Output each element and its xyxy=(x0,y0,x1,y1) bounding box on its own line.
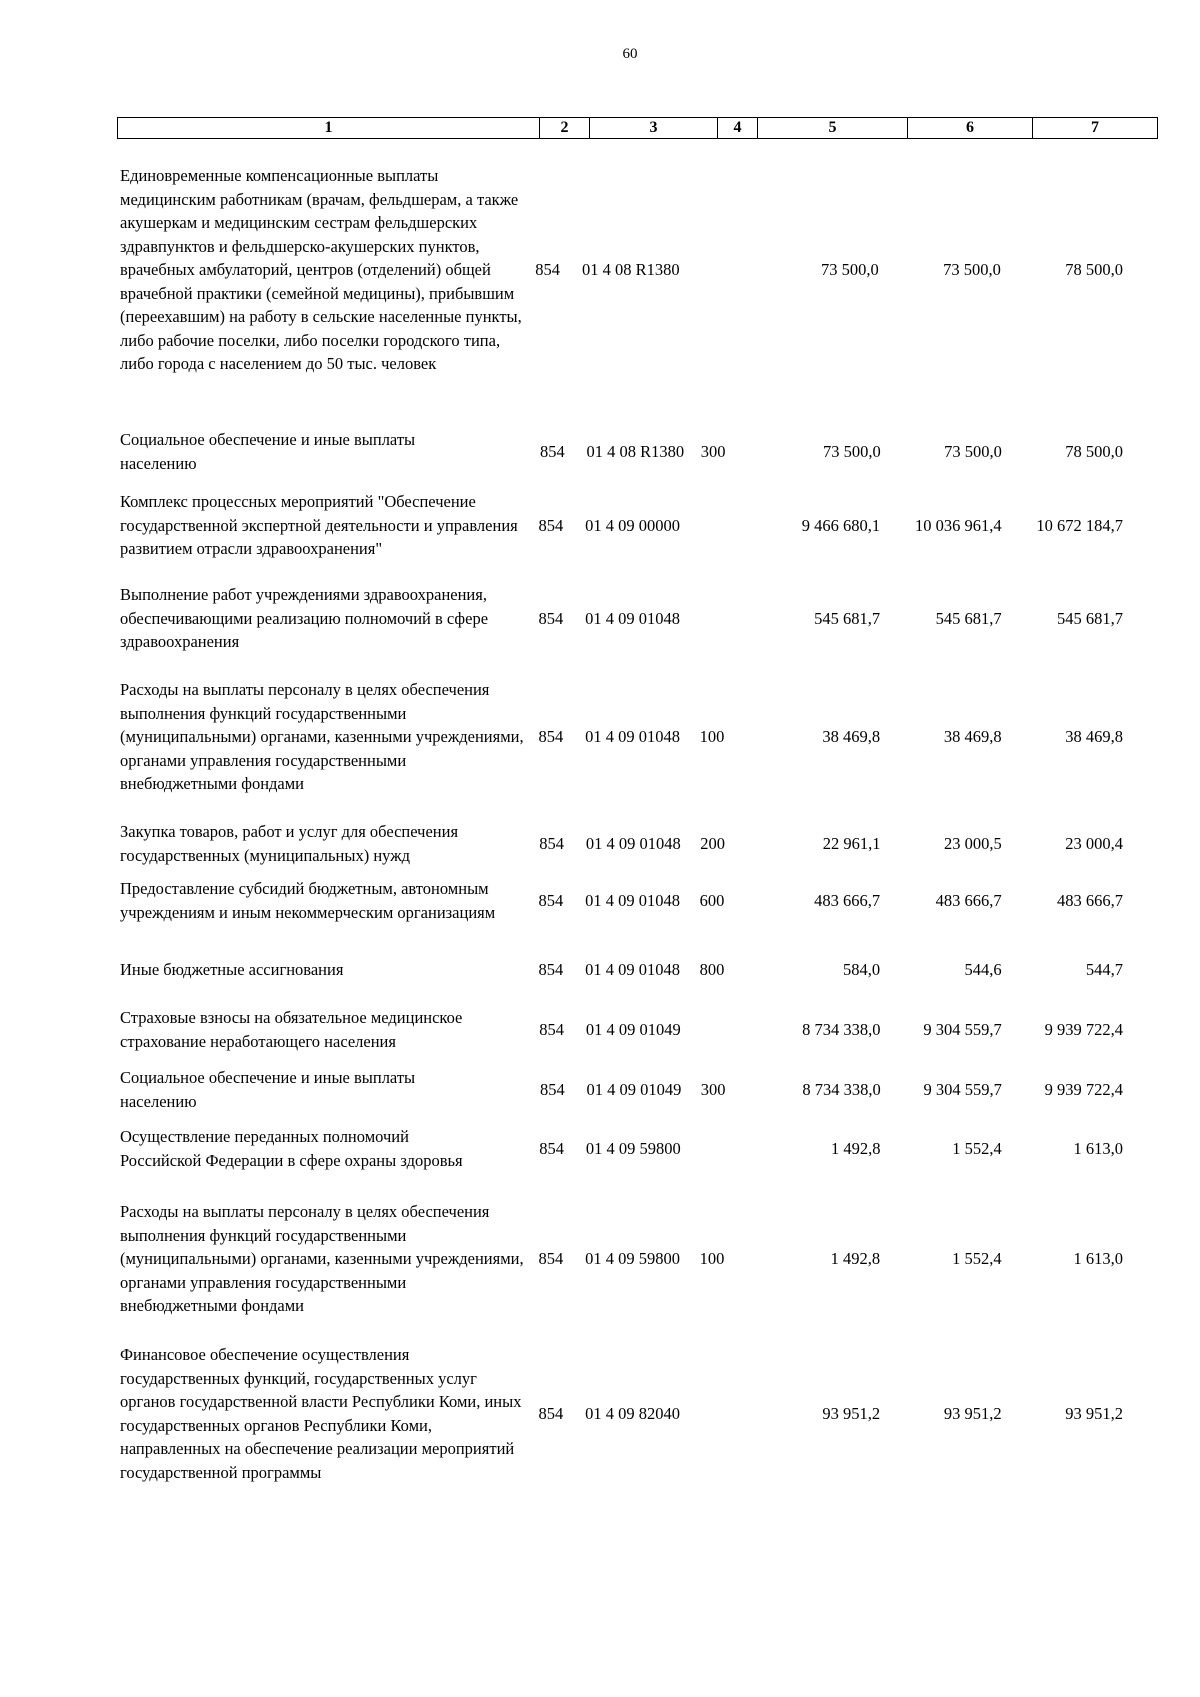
row-value-6: 545 681,7 xyxy=(935,608,1002,628)
row-description: Расходы на выплаты персоналу в целях обеспечения выполнения функций государственными (муниципальными) органами, казенными учреждениями, органами управления государственными внебюджетными фондами xyxy=(120,1202,524,1315)
row-grbs: 854 xyxy=(539,1019,564,1039)
row-value-6: 38 469,8 xyxy=(943,727,1002,746)
row-value-7: 9 939 722,4 xyxy=(1044,1079,1123,1099)
row-value-6: 1 552,4 xyxy=(952,1138,1002,1158)
row-grbs: 854 xyxy=(538,890,564,910)
row-value-6: 93 951,2 xyxy=(943,1403,1002,1423)
row-vr: 200 xyxy=(700,833,725,853)
row-value-6: 1 552,4 xyxy=(952,1249,1002,1268)
row-csr: 01 4 09 01048 xyxy=(585,890,680,910)
row-value-7: 483 666,7 xyxy=(1056,890,1123,910)
column-header-5: 5 xyxy=(758,118,908,139)
row-csr: 01 4 09 82040 xyxy=(585,1403,680,1423)
row-vr: 100 xyxy=(699,727,725,746)
column-header-1: 1 xyxy=(118,118,540,139)
column-header-table xyxy=(117,117,1158,139)
row-description: Предоставление субсидий бюджетным, автономным учреждениям и иным некоммерческим организациям xyxy=(120,879,496,922)
row-grbs: 854 xyxy=(538,608,564,628)
row-csr: 01 4 09 59800 xyxy=(585,1138,681,1158)
row-value-7: 1 613,0 xyxy=(1073,1249,1123,1268)
table-row xyxy=(117,877,1127,924)
table-row xyxy=(117,164,1127,376)
row-vr: 300 xyxy=(700,441,726,461)
row-value-6: 544,6 xyxy=(964,960,1002,979)
column-header-row xyxy=(118,118,1158,139)
row-value-7: 9 939 722,4 xyxy=(1044,1019,1123,1039)
row-value-7: 38 469,8 xyxy=(1065,727,1123,746)
table-row xyxy=(117,820,1127,867)
row-value-6: 9 304 559,7 xyxy=(923,1079,1002,1099)
row-value-7: 78 500,0 xyxy=(1065,441,1123,461)
row-description: Единовременные компенсационные выплаты медицинским работникам (врачам, фельдшерам, а также акушеркам и медицинским сестрам фельдшерских здравпунктов и фельдшерско-акушерских пунктов, врачебных амбулаторий, центров (отделений) общей врачебной практики (семейной медицины), прибывшим (переехавшим) на работу в сельские населенные пункты, либо рабочие поселки, либо поселки городского типа, либо города с населением до 50 тыс. человек xyxy=(120,166,522,373)
table-row xyxy=(117,958,1127,982)
row-grbs: 854 xyxy=(538,960,564,979)
row-csr: 01 4 08 R1380 xyxy=(581,260,680,279)
row-value-5: 93 951,2 xyxy=(822,1403,881,1423)
row-description: Закупка товаров, работ и услуг для обеспечения государственных (муниципальных) нужд xyxy=(120,822,459,865)
row-vr: 300 xyxy=(700,1079,726,1099)
row-csr: 01 4 09 01048 xyxy=(585,608,680,628)
row-value-6: 73 500,0 xyxy=(944,441,1002,461)
row-vr: 800 xyxy=(699,960,725,979)
row-grbs: 854 xyxy=(539,1079,565,1099)
row-csr: 01 4 09 59800 xyxy=(585,1249,680,1268)
row-description: Выполнение работ учреждениями здравоохранения, обеспечивающими реализацию полномочий в сфере здравоохранения xyxy=(120,585,489,651)
row-value-6: 483 666,7 xyxy=(935,890,1002,910)
column-header-2: 2 xyxy=(540,118,590,139)
row-value-5: 38 469,8 xyxy=(822,727,881,746)
row-value-7: 545 681,7 xyxy=(1056,608,1123,628)
row-value-5: 545 681,7 xyxy=(814,608,881,628)
row-value-5: 73 500,0 xyxy=(823,441,881,461)
row-value-7: 544,7 xyxy=(1085,960,1123,979)
row-value-6: 9 304 559,7 xyxy=(923,1019,1002,1039)
row-description: Осуществление переданных полномочий Российской Федерации в сфере охраны здоровья xyxy=(120,1127,463,1170)
row-value-7: 93 951,2 xyxy=(1065,1403,1123,1423)
column-header-7: 7 xyxy=(1033,118,1158,139)
row-description: Иные бюджетные ассигнования xyxy=(120,960,344,979)
row-value-5: 22 961,1 xyxy=(822,833,881,853)
row-grbs: 854 xyxy=(538,727,564,746)
column-header-4: 4 xyxy=(718,118,758,139)
row-vr: 600 xyxy=(699,890,725,910)
row-description: Финансовое обеспечение осуществления государственных функций, государственных услуг органов государственной власти Республики Коми, иных государственных органов Республики Коми, направленных на обеспечение реализации мероприятий государственной программы xyxy=(120,1345,522,1482)
table-row xyxy=(117,1125,1127,1172)
column-header-6: 6 xyxy=(908,118,1033,139)
row-csr: 01 4 09 01049 xyxy=(586,1079,682,1099)
row-grbs: 854 xyxy=(539,1138,564,1158)
table-row xyxy=(117,583,1127,654)
row-description: Социальное обеспечение и иные выплаты населению xyxy=(120,430,416,473)
row-value-7: 1 613,0 xyxy=(1073,1138,1123,1158)
row-grbs: 854 xyxy=(538,515,564,535)
row-description: Комплекс процессных мероприятий "Обеспечение государственной экспертной деятельности и управления развитием отрасли здравоохранения" xyxy=(120,492,518,558)
row-value-5: 483 666,7 xyxy=(814,890,881,910)
row-value-5: 584,0 xyxy=(843,960,881,979)
row-value-7: 23 000,4 xyxy=(1065,833,1123,853)
row-grbs: 854 xyxy=(539,441,565,461)
row-value-5: 73 500,0 xyxy=(821,260,879,279)
row-grbs: 854 xyxy=(538,1403,564,1423)
column-header-3: 3 xyxy=(590,118,718,139)
row-description: Социальное обеспечение и иные выплаты населению xyxy=(120,1068,416,1111)
row-csr: 01 4 09 00000 xyxy=(585,515,680,535)
row-grbs: 854 xyxy=(539,833,564,853)
table-row xyxy=(117,678,1127,796)
row-grbs: 854 xyxy=(538,1249,564,1268)
table-row xyxy=(117,1006,1127,1053)
row-csr: 01 4 08 R1380 xyxy=(586,441,685,461)
table-row xyxy=(117,490,1127,561)
row-csr: 01 4 09 01048 xyxy=(585,833,681,853)
row-value-5: 9 466 680,1 xyxy=(801,515,881,535)
row-csr: 01 4 09 01049 xyxy=(585,1019,681,1039)
row-value-7: 10 672 184,7 xyxy=(1036,515,1123,535)
table-row xyxy=(117,428,1127,475)
table-row xyxy=(117,1343,1127,1484)
row-value-5: 1 492,8 xyxy=(830,1249,881,1268)
table-row xyxy=(117,1066,1127,1113)
row-value-5: 8 734 338,0 xyxy=(802,1079,881,1099)
row-value-5: 8 734 338,0 xyxy=(802,1019,881,1039)
row-value-6: 10 036 961,4 xyxy=(914,515,1002,535)
row-description: Страховые взносы на обязательное медицинское страхование неработающего населения xyxy=(120,1008,463,1051)
row-value-6: 73 500,0 xyxy=(943,260,1001,279)
row-csr: 01 4 09 01048 xyxy=(585,960,680,979)
row-description: Расходы на выплаты персоналу в целях обеспечения выполнения функций государственными (муниципальными) органами, казенными учреждениями, органами управления государственными внебюджетными фондами xyxy=(120,680,524,793)
table-row xyxy=(117,1200,1127,1318)
page-number: 60 xyxy=(622,46,638,62)
row-value-7: 78 500,0 xyxy=(1065,260,1123,279)
row-value-6: 23 000,5 xyxy=(943,833,1002,853)
row-grbs: 854 xyxy=(535,260,560,279)
row-value-5: 1 492,8 xyxy=(830,1138,881,1158)
row-vr: 100 xyxy=(699,1249,725,1268)
row-csr: 01 4 09 01048 xyxy=(585,727,680,746)
